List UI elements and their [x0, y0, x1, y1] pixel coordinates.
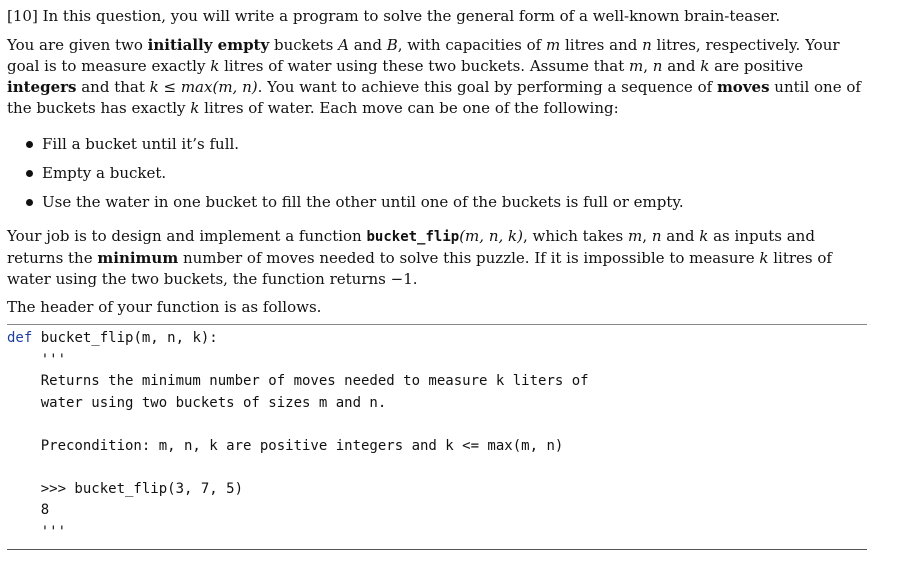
math-m: m: [628, 227, 643, 245]
emphasis-minimum: minimum: [97, 249, 179, 267]
emphasis-moves: moves: [716, 78, 770, 96]
math-k: k: [759, 249, 769, 267]
math-condition: k ≤ max(m, n): [149, 78, 258, 96]
math-k: k: [700, 57, 710, 75]
code-top-rule: [7, 324, 867, 325]
bullet-icon: [26, 199, 33, 206]
math-k: k: [190, 99, 200, 117]
function-name: bucket_flip: [366, 229, 460, 245]
bullet-icon: [26, 141, 33, 148]
code-block: [7, 328, 589, 543]
list-item: Fill a bucket until it’s full.: [22, 134, 684, 155]
math-n: n: [651, 227, 662, 245]
math-A: A: [338, 36, 349, 54]
marks-label: [10]: [7, 7, 38, 25]
math-m: m: [629, 57, 644, 75]
emphasis-initially-empty: initially empty: [147, 36, 270, 54]
intro-text: In this question, you will write a program to solve the general form of a well-known brain-teaser.: [37, 7, 781, 25]
math-m: m: [545, 36, 561, 54]
code-line: ''': [7, 351, 67, 368]
math-k: k: [699, 227, 709, 245]
code-signature: bucket_flip(m, n, k):: [32, 330, 218, 346]
task-description: Your job is to design and implement a function bucket_flip(m, n, k), which takes m, n and k as inputs and returns the minimum number of moves needed to solve this puzzle. If it is impossible to measure k litres of water using the two buckets, the function returns −1.: [7, 227, 832, 288]
math-n: n: [652, 57, 663, 75]
code-line: water using two buckets of sizes m and n.: [7, 394, 387, 411]
list-item: Empty a bucket.: [22, 163, 684, 184]
list-item: Use the water in one bucket to fill the other until one of the buckets is full or empty.: [22, 192, 684, 213]
math-n: n: [642, 36, 652, 54]
function-args: (m, n, k): [459, 227, 523, 245]
question-intro: [7, 6, 869, 27]
moves-list: [22, 134, 684, 221]
code-line: [7, 414, 589, 436]
code-line: Precondition: m, n, k are positive integers and k <= max(m, n): [7, 437, 564, 454]
code-line: 8: [7, 502, 50, 518]
header-intro: The header of your function is as follows.: [7, 298, 322, 316]
bullet-icon: [26, 170, 33, 177]
code-line: ''': [7, 523, 67, 540]
code-line: >>> bucket_flip(3, 7, 5): [7, 480, 244, 497]
math-B: B: [386, 36, 398, 54]
math-k: k: [210, 57, 220, 75]
code-keyword: def: [7, 330, 33, 346]
code-line: [7, 457, 589, 479]
code-line: Returns the minimum number of moves needed to measure k liters of: [7, 373, 589, 389]
emphasis-integers: integers: [7, 78, 77, 96]
problem-statement: You are given two initially empty buckets A and B, with capacities of m litres and n litres, respectively. Your goal is to measure exactly k litres of water using these two buckets. Assume that m, n and k are positive integers and that k ≤ max(m, n). You want to achieve this goal by performing a sequence of moves until one of the buckets has exactly k litres of water. Each move can be one of the following:: [7, 36, 861, 117]
code-bottom-rule: [7, 549, 867, 550]
code-line-def: [7, 328, 589, 350]
